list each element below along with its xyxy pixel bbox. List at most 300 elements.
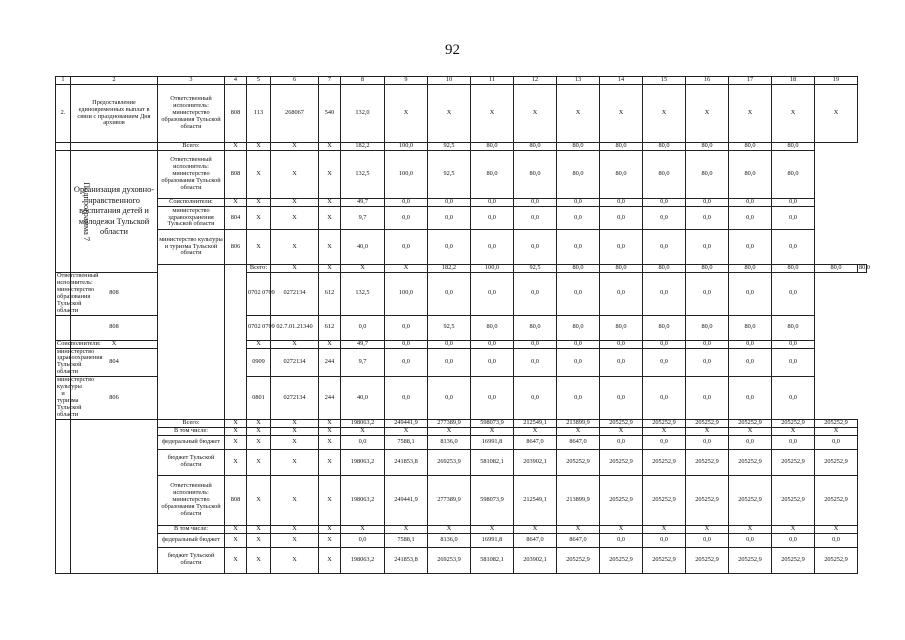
value-cell: 0,0 (600, 273, 643, 316)
value-cell: 0,0 (643, 340, 686, 348)
value-cell: 182,2 (341, 143, 385, 151)
value-cell: X (428, 525, 471, 533)
value-cell: 0,0 (643, 435, 686, 449)
value-cell: 0,0 (341, 533, 385, 547)
value-cell: X (557, 427, 600, 435)
value-cell: X (247, 533, 271, 547)
value-cell: X (729, 427, 772, 435)
value-cell: 0,0 (686, 273, 729, 316)
value-cell: 0,0 (557, 207, 600, 230)
value-cell: X (271, 340, 319, 348)
value-cell: 0,0 (428, 273, 471, 316)
column-number: 12 (514, 77, 557, 85)
value-cell: 0909 (247, 348, 271, 377)
value-cell: 0,0 (471, 199, 514, 207)
value-cell: 80,0 (600, 143, 643, 151)
value-cell: 241853,8 (385, 449, 428, 475)
value-cell: 0,0 (471, 348, 514, 377)
value-cell: 205252,9 (772, 449, 815, 475)
value-cell: 132,5 (341, 273, 385, 316)
value-cell: 0,0 (686, 435, 729, 449)
column-number: 19 (815, 77, 858, 85)
value-cell: 205252,9 (686, 419, 729, 427)
value-cell: 132,0 (341, 85, 385, 143)
column-number: 16 (686, 77, 729, 85)
value-cell: 0,0 (385, 377, 428, 420)
value-cell: 205252,9 (686, 449, 729, 475)
table-row (56, 449, 867, 475)
value-cell: X (428, 85, 471, 143)
value-cell: 205252,9 (815, 449, 858, 475)
value-cell: 806 (225, 230, 247, 265)
table-row (56, 207, 867, 230)
value-cell: X (600, 85, 643, 143)
value-cell: X (271, 435, 319, 449)
value-cell: 277389,9 (428, 419, 471, 427)
row-number: 2. (56, 85, 71, 143)
value-cell: 0702 0709 (247, 315, 271, 340)
value-cell: X (319, 143, 341, 151)
value-cell: 0,0 (772, 377, 815, 420)
value-cell: 212549,1 (514, 419, 557, 427)
value-cell: 80,0 (686, 315, 729, 340)
value-cell: 205252,9 (643, 449, 686, 475)
value-cell: 80,0 (600, 265, 643, 273)
value-cell: X (643, 427, 686, 435)
value-cell: X (772, 85, 815, 143)
value-cell: X (319, 449, 341, 475)
value-cell: 100,0 (471, 265, 514, 273)
value-cell: 0,0 (643, 377, 686, 420)
value-cell: 80,0 (686, 151, 729, 199)
value-cell: X (385, 427, 428, 435)
value-cell: 0,0 (600, 340, 643, 348)
value-cell: 0,0 (772, 199, 815, 207)
value-cell: X (319, 525, 341, 533)
value-cell: X (341, 265, 385, 273)
value-cell: 205252,9 (643, 475, 686, 525)
value-cell: X (319, 230, 341, 265)
value-cell: 0,0 (471, 230, 514, 265)
value-cell: 0,0 (772, 435, 815, 449)
executor-cell: министерство здравоохранения Тульской области (158, 207, 225, 230)
executor-cell: Ответственный исполнитель: министерство образования Тульской области (158, 475, 225, 525)
value-cell: X (428, 427, 471, 435)
value-cell: 198063,2 (341, 419, 385, 427)
value-cell: 0272134 (271, 273, 319, 316)
value-cell: X (247, 435, 271, 449)
value-cell: 0,0 (686, 377, 729, 420)
value-cell: 205252,9 (557, 449, 600, 475)
value-cell: X (772, 525, 815, 533)
value-cell: 804 (71, 348, 158, 377)
column-number: 13 (557, 77, 600, 85)
value-cell: 205252,9 (815, 419, 858, 427)
table-row (56, 547, 867, 573)
column-number: 11 (471, 77, 514, 85)
value-cell: 80,0 (643, 265, 686, 273)
value-cell: 02.7.01.21340 (271, 315, 319, 340)
value-cell: 0272134 (271, 377, 319, 420)
value-cell: 0,0 (557, 377, 600, 420)
value-cell: 213899,9 (557, 475, 600, 525)
table-row (56, 151, 867, 199)
value-cell: X (271, 419, 319, 427)
value-cell: 0,0 (729, 377, 772, 420)
value-cell: X (385, 85, 428, 143)
value-cell: X (600, 525, 643, 533)
value-cell: 0,0 (600, 435, 643, 449)
value-cell: 0,0 (643, 230, 686, 265)
value-cell: 113 (247, 85, 271, 143)
value-cell: X (729, 525, 772, 533)
value-cell: X (815, 85, 858, 143)
table-row (56, 427, 867, 435)
value-cell: 0,0 (514, 273, 557, 316)
value-cell: 80,0 (772, 143, 815, 151)
value-cell: 0,0 (772, 230, 815, 265)
value-cell: 808 (225, 85, 247, 143)
value-cell: X (247, 230, 271, 265)
column-number: 10 (428, 77, 471, 85)
value-cell: 92,5 (428, 151, 471, 199)
value-cell: X (319, 199, 341, 207)
value-cell: 80,0 (557, 143, 600, 151)
value-cell: 80,0 (557, 315, 600, 340)
value-cell: 80,0 (729, 143, 772, 151)
value-cell: X (471, 85, 514, 143)
value-cell: 80,0 (643, 315, 686, 340)
value-cell: X (225, 449, 247, 475)
value-cell: 0,0 (729, 199, 772, 207)
value-cell: 0,0 (428, 348, 471, 377)
value-cell: 0,0 (514, 377, 557, 420)
value-cell: 808 (71, 315, 158, 340)
value-cell: 40,0 (341, 377, 385, 420)
value-cell: 0,0 (686, 340, 729, 348)
table-row (56, 143, 867, 151)
value-cell: X (729, 85, 772, 143)
value-cell: 0801 (247, 377, 271, 420)
value-cell: 0,0 (341, 435, 385, 449)
value-cell: 0272134 (271, 348, 319, 377)
executor-cell: В том числе: (158, 525, 225, 533)
value-cell: 198063,2 (341, 475, 385, 525)
executor-cell: Всего: (247, 265, 271, 273)
value-cell: X (225, 419, 247, 427)
value-cell: 0,0 (600, 199, 643, 207)
value-cell: 0,0 (385, 315, 428, 340)
empty-cell (56, 143, 71, 151)
value-cell: X (247, 151, 271, 199)
executor-cell: В том числе: (158, 427, 225, 435)
column-number: 14 (600, 77, 643, 85)
column-number: 18 (772, 77, 815, 85)
value-cell: X (341, 427, 385, 435)
value-cell: 0,0 (815, 435, 858, 449)
value-cell: X (271, 533, 319, 547)
value-cell: 205252,9 (729, 449, 772, 475)
column-number: 7 (319, 77, 341, 85)
value-cell: X (247, 449, 271, 475)
value-cell: X (686, 85, 729, 143)
value-cell: X (319, 435, 341, 449)
value-cell: 92,5 (514, 265, 557, 273)
value-cell: 581082,1 (471, 547, 514, 573)
value-cell: 8136,0 (428, 435, 471, 449)
value-cell: 0,0 (643, 207, 686, 230)
value-cell: 0,0 (729, 273, 772, 316)
value-cell: 0,0 (772, 207, 815, 230)
value-cell: 0,0 (557, 199, 600, 207)
value-cell: 213899,9 (557, 419, 600, 427)
value-cell: X (225, 533, 247, 547)
value-cell: 49,7 (341, 199, 385, 207)
executor-cell: Соисполнители: (57, 339, 101, 347)
value-cell: 0,0 (772, 348, 815, 377)
value-cell: 241853,8 (385, 547, 428, 573)
value-cell: X (471, 525, 514, 533)
subprogram-7-label (56, 151, 92, 273)
value-cell: 80,0 (514, 151, 557, 199)
value-cell: 0,0 (643, 273, 686, 316)
value-cell: X (247, 475, 271, 525)
value-cell: X (225, 427, 247, 435)
value-cell: 0,0 (815, 533, 858, 547)
value-cell: 244 (319, 377, 341, 420)
executor-cell: Ответственный исполнитель: министерство образования Тульской области (158, 151, 225, 199)
value-cell: X (247, 340, 271, 348)
value-cell: 0,0 (729, 348, 772, 377)
value-cell: 0,0 (557, 273, 600, 316)
value-cell: X (643, 85, 686, 143)
value-cell: 80,0 (643, 151, 686, 199)
value-cell: 598073,9 (471, 419, 514, 427)
value-cell: X (247, 427, 271, 435)
executor-cell: Соисполнители: (158, 199, 225, 207)
value-cell: 0,0 (557, 230, 600, 265)
value-cell: 80,0 (729, 315, 772, 340)
value-cell: 808 (225, 151, 247, 199)
value-cell: 80,0 (686, 265, 729, 273)
value-cell: 598073,9 (471, 475, 514, 525)
column-number: 5 (247, 77, 271, 85)
value-cell: 7588,1 (385, 533, 428, 547)
executor-cell: федеральный бюджет (158, 435, 225, 449)
value-cell: 80,0 (514, 143, 557, 151)
value-cell: 269253,9 (428, 449, 471, 475)
executor-cell: министерство здравоохранения Тульской области (57, 347, 103, 376)
table-row (56, 230, 867, 265)
value-cell: 0702 0709 (247, 273, 271, 316)
value-cell: X (225, 435, 247, 449)
value-cell: 249441,9 (385, 475, 428, 525)
value-cell: 205252,9 (815, 475, 858, 525)
table-row (56, 525, 867, 533)
value-cell: 8647,0 (514, 533, 557, 547)
executor-cell: министерство культуры и туризма Тульской области (57, 376, 95, 418)
value-cell: X (271, 449, 319, 475)
value-cell: 203902,1 (514, 547, 557, 573)
value-cell: X (319, 265, 341, 273)
value-cell: 205252,9 (815, 547, 858, 573)
value-cell: 0,0 (686, 199, 729, 207)
value-cell: 0,0 (686, 348, 729, 377)
value-cell: 0,0 (428, 230, 471, 265)
value-cell: 205252,9 (643, 547, 686, 573)
value-cell: 0,0 (686, 207, 729, 230)
value-cell: 80,0 (557, 151, 600, 199)
value-cell: X (225, 547, 247, 573)
table-row (56, 475, 867, 525)
value-cell: 0,0 (686, 230, 729, 265)
value-cell: 268067 (271, 85, 319, 143)
value-cell: X (247, 419, 271, 427)
value-cell: X (600, 427, 643, 435)
value-cell: X (247, 207, 271, 230)
value-cell: X (319, 547, 341, 573)
value-cell: X (471, 427, 514, 435)
value-cell: 0,0 (643, 533, 686, 547)
value-cell: 205252,9 (729, 419, 772, 427)
value-cell: 0,0 (643, 199, 686, 207)
value-cell: 0,0 (557, 348, 600, 377)
value-cell: 0,0 (729, 230, 772, 265)
value-cell: 540 (319, 85, 341, 143)
executor-cell: Ответственный исполнитель: министерство образования Тульской области (57, 272, 99, 314)
subprogram-7-text: Подпрограмма 7 (82, 181, 92, 241)
value-cell: 49,7 (341, 340, 385, 348)
value-cell: 9,7 (341, 348, 385, 377)
value-cell: 205252,9 (729, 547, 772, 573)
value-cell: X (319, 533, 341, 547)
value-cell: 16991,8 (471, 533, 514, 547)
column-number: 17 (729, 77, 772, 85)
column-number: 4 (225, 77, 247, 85)
executor-cell: федеральный бюджет (158, 533, 225, 547)
value-cell: 182,2 (428, 265, 471, 273)
table-row (56, 199, 867, 207)
value-cell: 0,0 (471, 340, 514, 348)
value-cell: X (271, 151, 319, 199)
subprogram-7-title: Организация духовно-нравственного воспитания детей и молодежи Тульской области (71, 151, 158, 273)
value-cell: X (385, 525, 428, 533)
value-cell: X (686, 525, 729, 533)
value-cell: X (319, 427, 341, 435)
value-cell: 0,0 (600, 207, 643, 230)
value-cell: 0,0 (729, 340, 772, 348)
value-cell: 0,0 (772, 273, 815, 316)
value-cell: 80,0 (772, 151, 815, 199)
value-cell: 203902,1 (514, 449, 557, 475)
value-cell: 808 (71, 273, 158, 316)
value-cell: X (247, 143, 271, 151)
measure-name (225, 265, 247, 420)
value-cell: 0,0 (729, 533, 772, 547)
value-cell: 205252,9 (772, 475, 815, 525)
value-cell: 205252,9 (600, 475, 643, 525)
value-cell: X (271, 265, 319, 273)
value-cell: 0,0 (341, 315, 385, 340)
value-cell: X (225, 143, 247, 151)
value-cell: X (514, 525, 557, 533)
executor-cell: Ответственный исполнитель: министерство образования Тульской области (158, 85, 225, 143)
value-cell: X (271, 199, 319, 207)
value-cell: 212549,1 (514, 475, 557, 525)
value-cell: 808 (225, 475, 247, 525)
value-cell: X (271, 525, 319, 533)
value-cell: X (271, 230, 319, 265)
value-cell: X (319, 340, 341, 348)
value-cell: 92,5 (428, 143, 471, 151)
value-cell: 277389,9 (428, 475, 471, 525)
column-number: 2 (71, 77, 158, 85)
value-cell: 612 (319, 273, 341, 316)
value-cell: X (815, 525, 858, 533)
value-cell: 40,0 (341, 230, 385, 265)
value-cell: 7588,1 (385, 435, 428, 449)
value-cell: 198063,2 (341, 449, 385, 475)
value-cell: 205252,9 (600, 419, 643, 427)
value-cell: 8647,0 (514, 435, 557, 449)
value-cell: 205252,9 (600, 547, 643, 573)
value-cell: 80,0 (514, 315, 557, 340)
value-cell: X (271, 547, 319, 573)
measure-name: Предоставление единовременных выплат в связи с празднованием Дня архивов (71, 85, 158, 143)
value-cell: 0,0 (643, 348, 686, 377)
value-cell: 0,0 (600, 533, 643, 547)
budget-table (55, 76, 871, 574)
value-cell: 205252,9 (686, 475, 729, 525)
value-cell: 0,0 (514, 348, 557, 377)
value-cell: 0,0 (385, 340, 428, 348)
value-cell: 80,0 (772, 265, 815, 273)
value-cell: X (225, 525, 247, 533)
value-cell: 92,5 (428, 315, 471, 340)
executor-cell: бюджет Тульской области (158, 547, 225, 573)
value-cell: 804 (225, 207, 247, 230)
column-number: 3 (158, 77, 225, 85)
value-cell: 0,0 (729, 435, 772, 449)
value-cell: 80,0 (643, 143, 686, 151)
value-cell: 80,0 (859, 264, 871, 272)
value-cell: 269253,9 (428, 547, 471, 573)
column-number: 6 (271, 77, 319, 85)
value-cell: 205252,9 (600, 449, 643, 475)
value-cell: 0,0 (471, 207, 514, 230)
executor-cell: Всего: (158, 143, 225, 151)
row-number (158, 265, 225, 420)
value-cell: 100,0 (385, 151, 428, 199)
value-cell: 0,0 (686, 533, 729, 547)
value-cell: X (514, 85, 557, 143)
value-cell: 80,0 (815, 265, 858, 273)
page-number: 92 (445, 42, 460, 58)
value-cell: 581082,1 (471, 449, 514, 475)
executor-cell: Всего: (158, 419, 225, 427)
value-cell: 0,0 (514, 230, 557, 265)
value-cell: 612 (319, 315, 341, 340)
value-cell: 0,0 (600, 348, 643, 377)
value-cell: X (341, 525, 385, 533)
value-cell: 80,0 (729, 151, 772, 199)
value-cell: 80,0 (729, 265, 772, 273)
value-cell: 0,0 (514, 340, 557, 348)
value-cell: X (319, 151, 341, 199)
value-cell: 0,0 (428, 207, 471, 230)
value-cell: X (271, 427, 319, 435)
value-cell: X (385, 265, 428, 273)
